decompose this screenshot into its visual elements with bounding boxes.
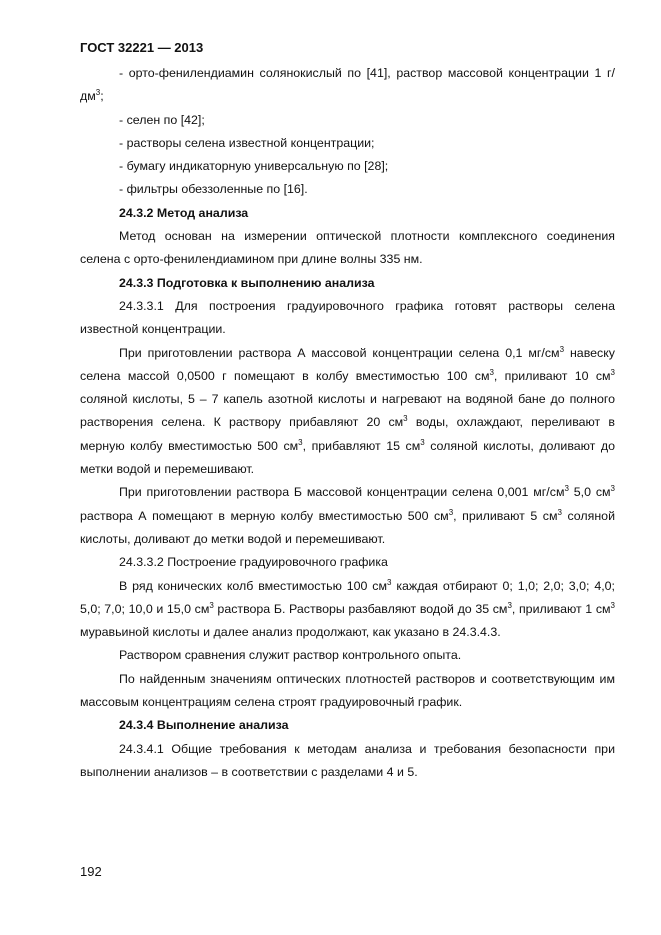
text-run: соляной кислоты, доливают до метки водой и перемешивают. xyxy=(80,438,615,477)
text-run: соляной кислоты, 5 – 7 капель азотной кислоты и нагревают на водяной бане до полного растворения селена. К раствору прибавляют 20 см xyxy=(80,392,615,430)
text-run: В ряд конических колб вместимостью 100 см xyxy=(119,578,387,593)
page-number: 192 xyxy=(80,864,102,879)
superscript: 3 xyxy=(610,367,615,377)
superscript: 3 xyxy=(403,414,408,424)
text-run: каждая отбирают 0; 1,0; 2,0; 3,0; 4,0; 5,0; 7,0; 10,0 и 15,0 см xyxy=(80,578,615,616)
superscript: 3 xyxy=(448,507,454,517)
list-item-reagent-1 xyxy=(80,62,615,109)
superscript: 3 xyxy=(95,88,101,98)
superscript: 3 xyxy=(209,600,214,610)
list-item-reagent-4: - бумагу индикаторную универсальную по [28]; xyxy=(119,159,389,174)
text-run: - орто-фенилендиамин солянокислый по [41], раствор массовой концентрации 1 г/дм xyxy=(80,66,615,104)
text-run: , приливают 5 см xyxy=(453,508,558,523)
document-header: ГОСТ 32221 — 2013 xyxy=(80,40,204,55)
superscript: 3 xyxy=(507,600,512,610)
list-item-reagent-3: - растворы селена известной концентрации; xyxy=(119,135,375,150)
paragraph-24331: 24.3.3.1 Для построения градуировочного графика готовят растворы селена известной концентрации. xyxy=(80,298,615,337)
paragraph-method: Метод основан на измерении оптической плотности комплексного соединения селена с орто-фенилендиамином при длине волны 335 нм. xyxy=(80,229,615,267)
list-item-reagent-2: - селен по [42]; xyxy=(119,112,205,127)
text-run: При приготовлении раствора Б массовой концентрации селена 0,001 мг/см xyxy=(119,485,565,500)
section-heading-2432: 24.3.2 Метод анализа xyxy=(119,205,249,220)
superscript: 3 xyxy=(557,507,562,517)
paragraph-solution-b xyxy=(80,481,615,551)
section-heading-2433: 24.3.3 Подготовка к выполнению анализа xyxy=(119,275,375,290)
paragraph-24341: 24.3.4.1 Общие требования к методам анализа и требования безопасности при выполнении анализов – в соответствии с разделами 4 и 5. xyxy=(80,741,615,779)
text-run: навеску селена массой 0,0500 г помещают в колбу вместимостью 100 см xyxy=(80,345,615,383)
document-page xyxy=(80,38,615,784)
superscript: 3 xyxy=(610,484,615,494)
text-run: соляной кислоты, доливают до метки водой и перемешивают. xyxy=(80,508,615,546)
list-item-reagent-5: - фильтры обеззоленные по [16]. xyxy=(119,182,308,197)
superscript: 3 xyxy=(489,367,494,377)
paragraph-calibration-series xyxy=(80,575,615,645)
superscript: 3 xyxy=(559,344,565,354)
text-run: , прибавляют 15 см xyxy=(302,438,421,453)
superscript: 3 xyxy=(610,600,615,610)
superscript: 3 xyxy=(420,437,425,447)
text-run: , приливают 1 см xyxy=(511,601,611,616)
superscript: 3 xyxy=(298,437,303,447)
text-run: 5,0 см xyxy=(568,485,611,500)
paragraph-24332: 24.3.3.2 Построение градуировочного графика xyxy=(119,555,388,570)
paragraph-solution-a xyxy=(80,342,615,482)
text-run: раствора Б. Растворы разбавляют водой до 35 см xyxy=(213,601,508,616)
superscript: 3 xyxy=(387,577,392,587)
text-run: При приготовлении раствора А массовой концентрации селена 0,1 мг/см xyxy=(119,345,560,360)
text-run: раствора А помещают в мерную колбу вместимостью 500 см xyxy=(80,508,449,523)
superscript: 3 xyxy=(564,484,569,494)
text-run: воды, охлаждают, переливают в мерную колбу вместимостью 500 см xyxy=(80,415,615,453)
paragraph-comparison: Раствором сравнения служит раствор контрольного опыта. xyxy=(119,648,462,663)
text-run: , приливают 10 см xyxy=(493,368,611,383)
paragraph-graph: По найденным значениям оптических плотностей растворов и соответствующим им массовым концентрациям селена строят градуировочный график. xyxy=(80,671,615,710)
text-run: муравьиной кислоты и далее анализ продолжают, как указано в 24.3.4.3. xyxy=(80,625,501,640)
text-run: ; xyxy=(100,89,104,104)
section-heading-2434: 24.3.4 Выполнение анализа xyxy=(119,718,289,733)
